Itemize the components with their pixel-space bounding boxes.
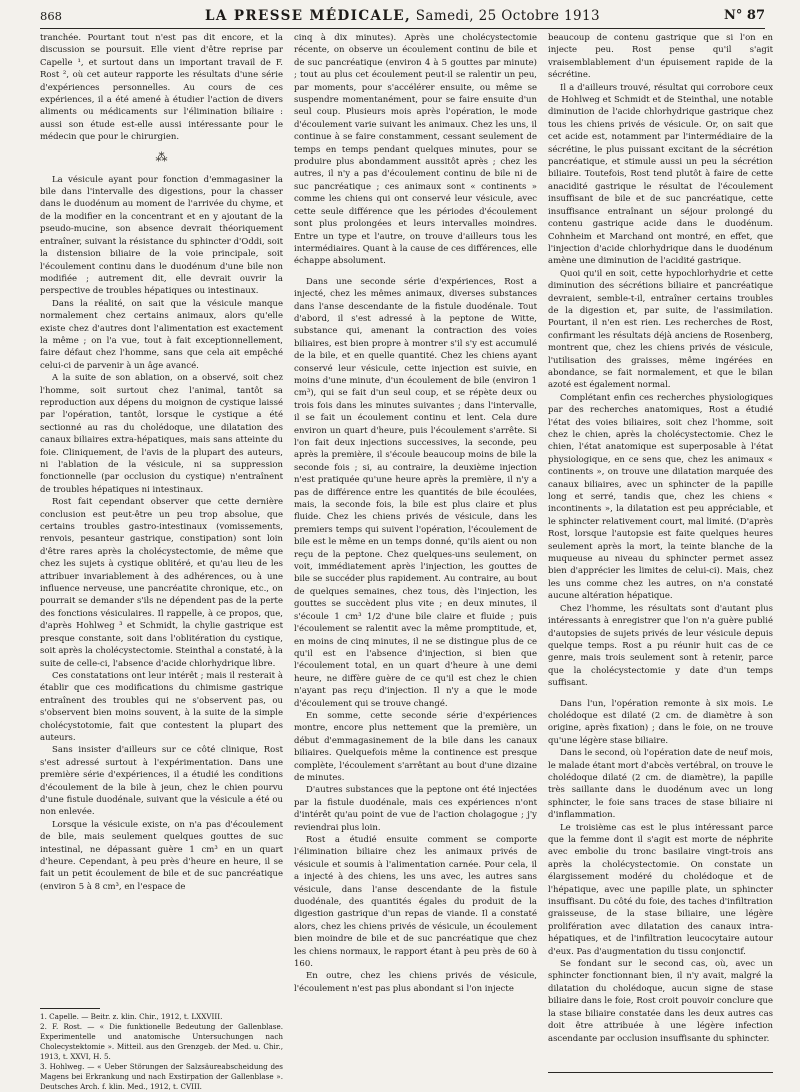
- column-1: [40, 32, 283, 1004]
- footnote: 2. F. Rost. — « Die funktionelle Bedeutung der Gallenblase. Experimentelle und anatomische Untersuchungen nach Cholecystektomie ». Mitteil. aus den Grenzgeb. der Med. u. Chir., 1913, t. XXVI, H. 5.: [40, 1022, 283, 1061]
- paragraph: Rost fait cependant observer que cette dernière conclusion est peut-être un peu trop absolue, que certains troubles gastro-intestinaux (vomissements, renvois, pesanteur gastrique, constipation) sont loin d'être rares après la cholécystectomie, de même que chez les sujets à cystique oblitéré, et qu'au lieu de les attribuer invariablement à des adhérences, ou à une influence nerveuse, une pancréatite chronique, etc., on pourrait se demander s'ils ne dépendent pas de la perte des fonctions vésiculaires. Il rappelle, à ce propos, que, d'après Hohlweg ³ et Schmidt, la chylie gastrique est presque constante, soit dans l'oblitération du cystique, soit après la cholécystectomie. Steinthal a constaté, à la suite de celle-ci, l'absence d'acide chlorhydrique libre.: [40, 497, 283, 669]
- paragraph: Il a d'ailleurs trouvé, résultat qui corrobore ceux de Hohlweg et Schmidt et de Steinthal, une notable diminution de l'acide chlorhydrique gastrique chez tous les chiens privés de vésicule. Or, on sait que cet acide est, notamment par l'intermédiaire de la sécrétine, le plus puissant excitant de la sécrétion pancréatique, et stimule aussi un peu la sécrétion biliaire. Toutefois, Rost tend plutôt à faire de cette anacidité gastrique le résultat de l'écoulement insuffisant de bile et de suc pancréatique, cette insuffisance entraînant un séjour prolongé du contenu gastrique acide dans le duodénum. Cohnheim et Marchand ont montré, en effet, que l'injection d'acide chlorhydrique dans le duodénum amène une diminution de l'acidité gastrique.: [548, 82, 773, 267]
- paragraph: La vésicule ayant pour fonction d'emmagasiner la bile dans l'intervalle des digestions, pour la chasser dans le duodénum au moment de l'arrivée du chyme, et de la modifier en la concentrant et en y ajoutant de la pseudo-mucine, son absence devrait théoriquement entraîner, suivant la résistance du sphincter d'Oddi, soit la distension biliaire de la voie principale, soit l'écoulement continu dans le duodénum d'une bile non modifiée ; autrement dit, elle devrait ouvrir la perspective de troubles hépatiques ou intestinaux.: [40, 174, 283, 297]
- paragraph: Ces constatations ont leur intérêt ; mais il resterait à établir que ces modifications du chimisme gastrique entraînent des troubles qui ne s'observent pas, ou s'observent bien moins souvent, à la suite de la simple cholécystotomie, fait que contestent la plupart des auteurs.: [40, 670, 283, 743]
- paragraph: A la suite de son ablation, on a observé, soit chez l'homme, soit surtout chez l'animal, tantôt sa reproduction aux dépens du moignon de cystique laissé par l'opération, tantôt, lorsque le cystique a été sectionné au ras du cholédoque, une dilatation des canaux biliaires extra-hépatiques, mais sans atteinte du foie. Cliniquement, de l'avis de la plupart des auteurs, ni l'ablation de la vésicule, ni sa suppression fonctionnelle (par occlusion du cystique) n'entraînent de troubles hépatiques ni intestinaux.: [40, 373, 283, 495]
- journal-name: LA PRESSE MÉDICALE,: [205, 8, 412, 24]
- paragraph: Sans insister d'ailleurs sur ce côté clinique, Rost s'est adressé surtout à l'expérimentation. Dans une première série d'expériences, il a étudié les conditions d'écoulement de la bile à jeun, chez le chien pourvu d'une fistule duodénale, suivant que la vésicule a été ou non enlevée.: [40, 745, 283, 818]
- paragraph: D'autres substances que la peptone ont été injectées par la fistule duodénale, mais ces expériences n'ont d'intérêt qu'au point de vue de l'action cholagogue ; j'y reviendrai plus loin.: [294, 785, 537, 833]
- paragraph: Lorsque la vésicule existe, on n'a pas d'écoulement de bile, mais seulement quelques gouttes de suc intestinal, ne dépassant guère 1 cm³ en un quart d'heure. Cependant, à peu près d'heure en heure, il se fait un petit écoulement de bile et de suc pancréatique (environ 5 à 8 cm³, en l'espace de: [40, 819, 283, 892]
- page-number: 868: [40, 9, 62, 23]
- paragraph: cinq à dix minutes). Après une cholécystectomie récente, on observe un écoulement continu de bile et de suc pancréatique (environ 4 à 5 gouttes par minute) ; tout au plus cet écoulement peut-il se ralentir un peu, par moments, pour s'accélérer ensuite, ou même se suspendre momentanément, pour se faire ensuite d'un seul coup. Plusieurs mois après l'opération, le mode d'écoulement varie suivant les animaux. Chez les uns, il continue à se faire constamment, cessant seulement de temps en temps pendant quelques minutes, pour se produire plus abondamment aussitôt après ; chez les autres, il n'y a pas d'écoulement continu de bile ni de suc pancréatique ; ces animaux sont « continents » comme les chiens qui ont conservé leur vésicule, avec cette seule différence que les périodes d'écoulement sont plus prolongées et leurs intervalles moindres. Entre un type et l'autre, on trouve d'ailleurs tous les intermédiaires. Quant à la cause de ces différences, elle échappe absolument.: [294, 33, 537, 267]
- paragraph: Dans une seconde série d'expériences, Rost a injecté, chez les mêmes animaux, diverses substances dans l'anse descendante de la fistule duodénale. Tout d'abord, il s'est adressé à la peptone de Witte, substance qui, amenant la contraction des voies biliaires, est bien propre à montrer s'il s'y est accumulé de la bile, et en quelle quantité. Chez les chiens ayant conservé leur vésicule, cette injection est suivie, en moins d'une minute, d'un écoulement de bile (environ 1 cm³), qui se fait d'un seul coup, et se répète deux ou trois fois dans les minutes suivantes ; dans l'intervalle, il se fait un écoulement continu et lent. Cela dure environ un quart d'heure, puis l'écoulement s'arrête. Si l'on fait deux injections successives, la seconde, peu après la première, il s'écoule beaucoup moins de bile la seconde fois ; si, au contraire, la deuxième injection n'est pratiquée qu'une heure après la première, il n'y a pas de différence entre les quantités de bile écoulées, mais, la seconde fois, la bile est plus claire et plus fluide. Chez les chiens privés de vésicule, dans les premiers temps qui suivent l'opération, l'écoulement de bile est le même en un temps donné, qu'ils aient ou non reçu de la peptone. Chez quelques-uns seulement, on voit, immédiatement après l'injection, les gouttes de bile se succéder plus rapidement. Au contraire, au bout de quelques semaines, chez tous, dès l'injection, les gouttes se succèdent plus vite ; en deux minutes, il s'écoule 1 cm³ 1/2 d'une bile claire et fluide ; puis l'écoulement se ralentit avec la même promptitude, et, en moins de cinq minutes, il ne se distingue plus de ce qu'il est en l'absence d'injection, si bien que l'écoulement total, en un quart d'heure à une demi heure, ne diffère guère de ce qu'il est chez le chien n'ayant pas reçu d'injection. Il n'y a que le mode d'écoulement qui se trouve changé.: [294, 276, 537, 709]
- paragraph: Se fondant sur le second cas, où, avec un sphincter fonctionnant bien, il n'y avait, malgré la dilatation du cholédoque, aucun signe de stase biliaire dans le foie, Rost croit pouvoir conclure que la stase biliaire constatée dans les deux autres cas doit être attribuée à une légère infection ascendante par occlusion insuffisante du sphincter.: [548, 959, 773, 1044]
- paragraph: tranchée. Pourtant tout n'est pas dit encore, et la discussion se poursuit. Elle vient d'être reprise par Capelle ¹, et surtout dans un important travail de F. Rost ², où cet auteur rapporte les résultats d'une série d'expériences personnelles. Au cours de ces expériences, il a été amené à étudier l'action de divers aliments ou médicaments sur l'élimination biliaire : aussi son étude est-elle aussi intéressante pour le médecin que pour le chirurgien.: [40, 33, 283, 143]
- paragraph: Dans la réalité, on sait que la vésicule manque normalement chez certains animaux, alors qu'elle existe chez d'autres dont l'alimentation est exactement la même ; on l'a vue, tout à fait exceptionnellement, faire défaut chez l'homme, sans que cela ait empêché celui-ci de parvenir à un âge avancé.: [40, 298, 283, 371]
- paragraph: Dans le second, où l'opération date de neuf mois, le malade étant mort d'abcès vertébral, on trouve le cholédoque dilaté (2 cm. de diamètre), la papille très saillante dans le duodénum avec un long sphincter, le foie sans traces de stase biliaire ni d'inflammation.: [548, 748, 773, 821]
- footnote-divider: [40, 1008, 100, 1009]
- article-end-rule: [548, 1072, 773, 1073]
- page-header: [40, 8, 765, 29]
- section-ornament: ⁂: [155, 149, 168, 164]
- footnote: 1. Capelle. — Beitr. z. klin. Chir., 1912, t. LXXVIII.: [40, 1012, 223, 1021]
- column-3: [548, 32, 773, 1072]
- paragraph: Complétant enfin ces recherches physiologiques par des recherches anatomiques, Rost a étudié l'état des voies biliaires, soit chez l'homme, soit chez le chien, après la cholécystectomie. Chez le chien, l'état anatomique est superposable à l'état physiologique, en ce sens que, chez les animaux « continents », on trouve une dilatation marquée des canaux biliaires, avec un sphincter de la papille long et serré, tandis que, chez les chiens « incontinents », la dilatation est peu appréciable, et le sphincter relativement court, mal limité. (D'après Rost, lorsque l'autopsie est faite quelques heures seulement après la mort, la teinte blanche de la muqueuse au niveau du sphincter permet assez bien d'apprécier les limites de celui-ci). Mais, chez les uns comme chez les autres, on n'a constaté aucune altération hépatique.: [548, 392, 773, 602]
- paragraph: En outre, chez les chiens privés de vésicule, l'écoulement n'est pas plus abondant si l'on injecte: [294, 971, 537, 994]
- paragraph: Rost a étudié ensuite comment se comporte l'élimination biliaire chez les animaux privés de vésicule et soumis à l'alimentation carnée. Pour cela, il a injecté à des chiens, les uns avec, les autres sans vésicule, dans l'anse descendante de la fistule duodénale, des quantités égales du produit de la digestion gastrique d'un repas de viande. Il a constaté alors, chez les chiens privés de vésicule, un écoulement bien moindre de bile et de suc pancréatique que chez les chiens normaux, le rapport étant à peu près de 60 à 160.: [294, 835, 537, 970]
- issue-date: Samedi, 25 Octobre 1913: [411, 8, 600, 24]
- footnote: 3. Hohlweg. — « Ueber Störungen der Salzsäureabscheidung des Magens bei Erkrankung und nach Exstirpation der Gallenblase ». Deutsches Arch. f. klin. Med., 1912, t. CVIII.: [40, 1062, 283, 1091]
- issue-number: N° 87: [724, 8, 765, 23]
- journal-title: [40, 8, 765, 24]
- paragraph: Dans l'un, l'opération remonte à six mois. Le cholédoque est dilaté (2 cm. de diamètre à son origine, après fixation) ; dans le foie, on ne trouve qu'une légère stase biliaire.: [548, 698, 773, 746]
- footnotes: [40, 1012, 283, 1091]
- column-2: [294, 32, 537, 1072]
- paragraph: beaucoup de contenu gastrique que si l'on en injecte peu. Rost pense qu'il s'agit vraisemblablement d'un épuisement rapide de la sécrétine.: [548, 33, 773, 81]
- paragraph: Chez l'homme, les résultats sont d'autant plus intéressants à enregistrer que l'on n'a guère publié d'autopsies de sujets privés de leur vésicule depuis quelque temps. Rost a pu réunir huit cas de ce genre, mais trois seulement sont à retenir, parce que la cholécystectomie y date d'un temps suffisant.: [548, 603, 773, 689]
- paragraph: Le troisième cas est le plus intéressant parce que la femme dont il s'agit est morte de néphrite avec embolie du tronc basilaire vingt-trois ans après la cholécystectomie. On constate un élargissement modéré du cholédoque et de l'hépatique, avec une papille plate, un sphincter insuffisant. Du côté du foie, des taches d'infiltration graisseuse, de la stase biliaire, une légère prolifération avec dilatation des canaux intra-hépatiques, et de l'infiltration leucocytaire autour d'eux. Pas d'augmentation du tissu conjonctif.: [548, 822, 773, 957]
- paragraph: Quoi qu'il en soit, cette hypochlorhydrie et cette diminution des sécrétions biliaire et pancréatique devraient, semble-t-il, entraîner certains troubles de la digestion et, par suite, de l'assimilation. Pourtant, il n'en est rien. Les recherches de Rost, confirmant les résultats déjà anciens de Rosenberg, montrent que, chez les chiens privés de vésicule, l'utilisation des graisses, même ingérées en abondance, se fait normalement, et que le bilan azoté est également normal.: [548, 268, 773, 391]
- paragraph: En somme, cette seconde série d'expériences montre, encore plus nettement que la première, un début d'emmagasinement de la bile dans les canaux biliaires. Quelquefois même la continence est presque complète, l'écoulement s'arrêtant au bout d'une dizaine de minutes.: [294, 710, 537, 783]
